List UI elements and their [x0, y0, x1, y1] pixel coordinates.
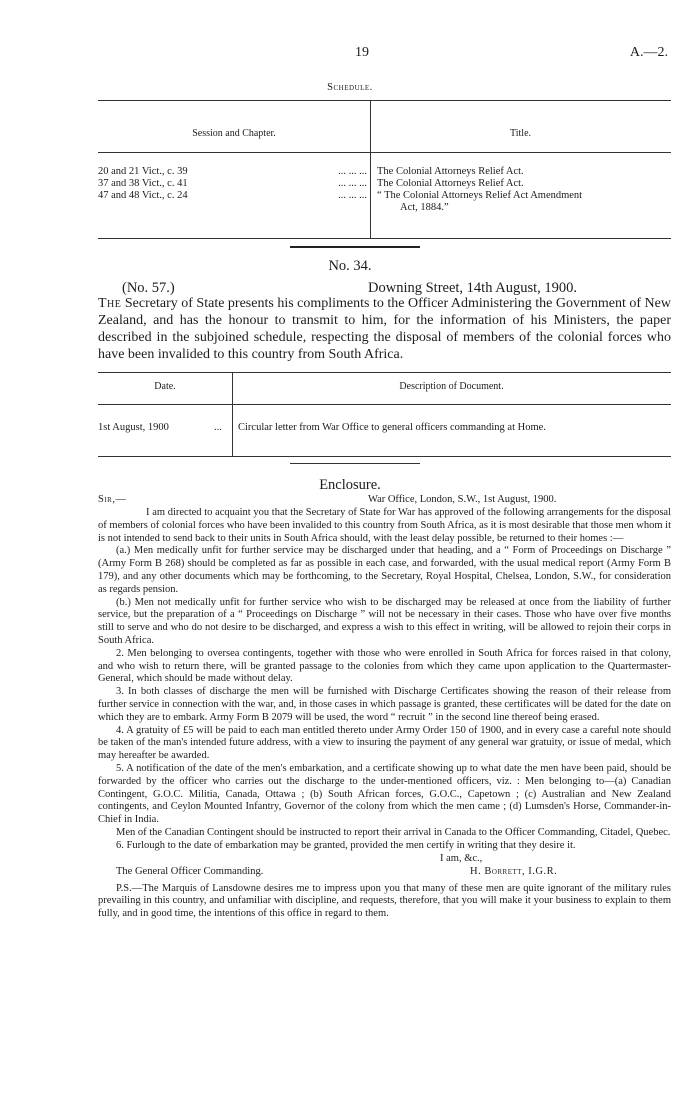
enclosure-salutation: Sir,—	[98, 494, 127, 505]
schedule-header-title: Title.	[509, 128, 532, 139]
dispatch-heading: No. 34.	[328, 258, 372, 274]
document-reference: A.—2.	[629, 45, 668, 60]
schedule-row-1-dots: ... ... ...	[338, 166, 367, 177]
enclosure-body	[98, 507, 671, 921]
dispatch-intro-text: Secretary of State presents his compliments to the Officer Administering the Government of New Zealand, and has the honour to transmit to him, for the information of his Ministers, the paper described in the subjoined schedule, respecting the disposal of members of the colonial forces who have been invalided to this country from South Africa.	[98, 296, 671, 362]
enclosure-intro-paragraph: I am directed to acquaint you that the Secretary of State for War has approved of the following arrangements for the disposal of members of colonial forces who have been invalided to this country from South Africa, as it is most desirable that those men whom it is not intended to send back to their units in South Africa should, with the least delay possible, be returned to their homes :—	[98, 507, 671, 544]
doc-table-header-date: Date.	[154, 381, 176, 392]
section-divider-2	[290, 463, 420, 464]
doc-table-bottom-rule	[98, 456, 671, 457]
dispatch-date: Downing Street, 14th August, 1900.	[368, 280, 578, 296]
enclosure-address: War Office, London, S.W., 1st August, 1900.	[368, 494, 557, 505]
enclosure-paragraph-5b: Men of the Canadian Contingent should be instructed to report their arrival in Canada to the Officer Commanding, Citadel, Quebec.	[116, 826, 671, 838]
schedule-row-3-title: “ The Colonial Attorneys Relief Act Amendment	[377, 190, 583, 201]
schedule-header-session: Session and Chapter.	[192, 128, 276, 139]
enclosure-closing: I am, &c.,	[440, 852, 483, 864]
schedule-row-2-dots: ... ... ...	[338, 178, 367, 189]
enclosure-paragraph-4: 4. A gratuity of £5 will be paid to each man entitled thereto under Army Order 150 of 1900, and in every case a careful note should be taken of the man's intended future address, with a view to insuring the payment of any general war gratuity, or issue of medal, which may hereafter be awarded.	[98, 724, 671, 762]
doc-table-header-description: Description of Document.	[399, 381, 504, 392]
schedule-row-2-session: 37 and 38 Vict., c. 41	[98, 178, 188, 189]
enclosure-addressee: The General Officer Commanding.	[116, 865, 264, 877]
page-number: 19	[355, 45, 369, 60]
doc-table-header-rule	[98, 404, 671, 405]
doc-table-top-rule	[98, 372, 671, 373]
section-divider	[290, 246, 420, 248]
enclosure-paragraph-6: 6. Furlough to the date of embarkation may be granted, provided the men certify in writing that they desire it.	[116, 839, 576, 851]
enclosure-heading: Enclosure.	[319, 477, 381, 493]
signature-line	[98, 866, 671, 880]
schedule-column-divider	[370, 100, 371, 238]
schedule-title: Schedule.	[327, 82, 373, 93]
enclosure-paragraph-a: (a.) Men medically unfit for further service may be discharged under that heading, and a “ Form of Proceedings on Discharge ” (Army Form B 268) should be completed as far as possible in each case, and forwarded, with the usual medical report (Army Form B 179), and any other documents which may be forthcoming, to the Secretary, Royal Hospital, Chelsea, London, S.W., for consideration as regards pension.	[98, 545, 671, 595]
doc-table-row-dots: ...	[214, 422, 222, 433]
schedule-top-rule	[98, 100, 671, 101]
closing-line	[98, 853, 671, 866]
doc-table-row-description: Circular letter from War Office to general officers commanding at Home.	[238, 422, 546, 433]
schedule-row-3-title-cont: Act, 1884.”	[400, 202, 449, 213]
schedule-bottom-rule	[98, 238, 671, 239]
enclosure-postscript: P.S.—The Marquis of Lansdowne desires me to impress upon you that many of these men are quite ignorant of the military rules prevailing in this country, and unfamiliar with discipline, and requests, therefore, that you will make it your business to explain to them fully, and in good time, the intentions of this office in regard to them.	[98, 882, 671, 920]
schedule-row-3-dots: ... ... ...	[338, 190, 367, 201]
enclosure-paragraph-b: (b.) Men not medically unfit for further service who wish to be discharged may be released at once from the liability of further service, but the preparation of a “ Proceedings on Discharge ” will not be necessary in their cases. Those who have over five months still to serve and who do not desire to be discharged, and express a wish to this effect in writing, will be allowed to rejoin their corps in South Africa.	[98, 596, 671, 646]
enclosure-paragraph-2: 2. Men belonging to oversea contingents, together with those who were enrolled in South Africa for forces raised in that colony, and who wish to return there, will be granted passage to the colonies from which they came upon application to the Quartermaster-General, which should be made without delay.	[98, 647, 671, 685]
doc-table-row-date: 1st August, 1900	[98, 422, 169, 433]
dispatch-intro	[98, 295, 671, 363]
enclosure-paragraph-3: 3. In both classes of discharge the men will be furnished with Discharge Certificates showing the reason of their release from further service in connection with the war, and, in those cases in which passage is granted, these certificates will be dated for the date on which they are to embark. Army Form B 2079 will be used, the word “ recruit ” in the second line thereof being erased.	[98, 686, 671, 723]
dispatch-number: (No. 57.)	[122, 280, 175, 296]
enclosure-signature: H. Borrett, I.G.R.	[470, 865, 558, 877]
enclosure-paragraph-5: 5. A notification of the date of the men's embarkation, and a certificate showing up to what date the men have been paid, should be forwarded by the officer who carries out the discharge to the under-mentioned officers, viz. : Men belonging to—(a) Canadian Contingent, G.O.C. Militia, Canada, Ottawa ; (b) South African forces, G.O.C., Capetown ; (c) Australian and New Zealand contingents, and Ceylon Mounted Infantry, Governor of the colony from which the men came ; (d) Lumsden's Horse, Commander-in-Chief in India.	[98, 762, 671, 826]
schedule-row-1-session: 20 and 21 Vict., c. 39	[98, 166, 188, 177]
schedule-row-1-title: The Colonial Attorneys Relief Act.	[377, 166, 524, 177]
schedule-header-rule	[98, 152, 671, 153]
schedule-row-2-title: The Colonial Attorneys Relief Act.	[377, 178, 524, 189]
schedule-row-3-session: 47 and 48 Vict., c. 24	[98, 190, 188, 201]
dispatch-intro-lead: The	[98, 296, 122, 311]
